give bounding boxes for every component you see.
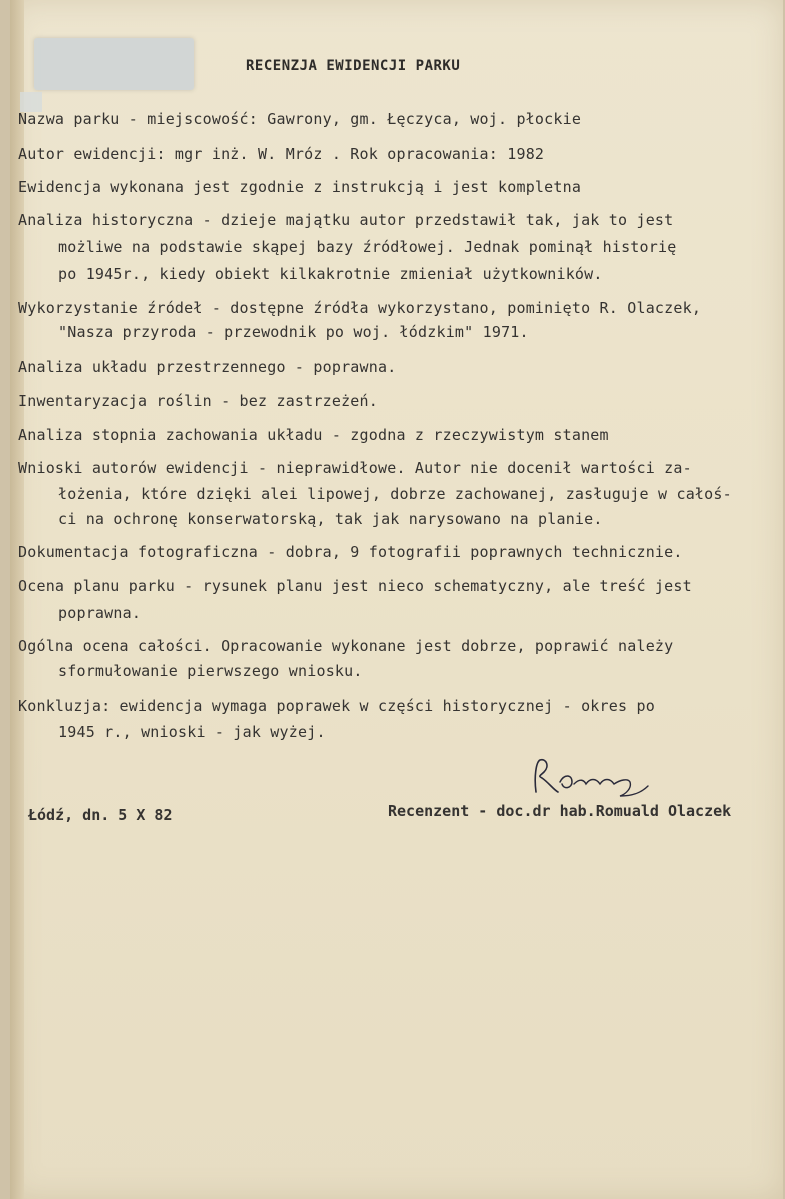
- reviewer-signature-line: Recenzent - doc.dr hab.Romuald Olaczek: [388, 802, 732, 820]
- line-spatial-analysis: Analiza układu przestrzennego - poprawna.: [18, 358, 397, 376]
- line-overall-2: sformułowanie pierwszego wniosku.: [58, 662, 363, 680]
- line-historical-2: możliwe na podstawie skąpej bazy źródłowej. Jednak pominął historię: [58, 238, 677, 256]
- line-plan-rating-1: Ocena planu parku - rysunek planu jest nieco schematyczny, ale treść jest: [18, 577, 692, 595]
- line-sources-1: Wykorzystanie źródeł - dostępne źródła wykorzystano, pominięto R. Olaczek,: [18, 299, 702, 317]
- line-plan-rating-2: poprawna.: [58, 604, 142, 622]
- line-plant-inventory: Inwentaryzacja roślin - bez zastrzeżeń.: [18, 392, 378, 410]
- line-conclusions-2: łożenia, które dzięki alei lipowej, dobrze zachowanej, zasługuje w całoś-: [58, 485, 732, 503]
- document-page: [10, 0, 783, 1199]
- place-and-date: Łódź, dn. 5 X 82: [28, 806, 173, 824]
- line-conclusion-2: 1945 r., wnioski - jak wyżej.: [58, 723, 326, 741]
- adhesive-tape-small: [20, 92, 42, 112]
- line-preservation: Analiza stopnia zachowania układu - zgodna z rzeczywistym stanem: [18, 426, 609, 444]
- line-conclusions-3: ci na ochronę konserwatorską, tak jak narysowano na planie.: [58, 510, 603, 528]
- line-photo-docs: Dokumentacja fotograficzna - dobra, 9 fotografii poprawnych technicznie.: [18, 543, 683, 561]
- line-park-name: Nazwa parku - miejscowość: Gawrony, gm. Łęczyca, woj. płockie: [18, 110, 582, 128]
- line-historical-1: Analiza historyczna - dzieje majątku autor przedstawił tak, jak to jest: [18, 211, 674, 229]
- line-sources-2: "Nasza przyroda - przewodnik po woj. łódzkim" 1971.: [58, 323, 529, 341]
- line-conclusions-1: Wnioski autorów ewidencji - nieprawidłowe. Autor nie docenił wartości za-: [18, 459, 692, 477]
- line-author: Autor ewidencji: mgr inż. W. Mróz . Rok opracowania: 1982: [18, 145, 545, 163]
- line-overall-1: Ogólna ocena całości. Opracowanie wykonane jest dobrze, poprawić należy: [18, 637, 674, 655]
- line-completeness: Ewidencja wykonana jest zgodnie z instrukcją i jest kompletna: [18, 178, 582, 196]
- line-conclusion-1: Konkluzja: ewidencja wymaga poprawek w części historycznej - okres po: [18, 697, 655, 715]
- document-title: RECENZJA EWIDENCJI PARKU: [246, 58, 461, 74]
- adhesive-tape: [34, 38, 194, 90]
- line-historical-3: po 1945r., kiedy obiekt kilkakrotnie zmieniał użytkowników.: [58, 265, 603, 283]
